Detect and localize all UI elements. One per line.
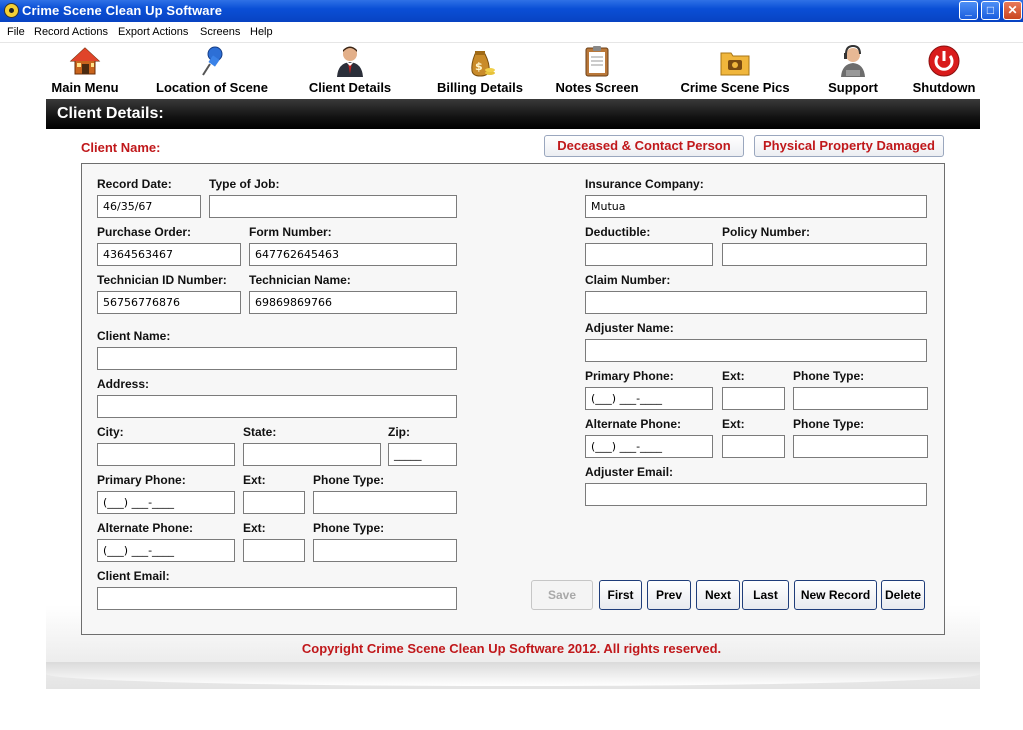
content-shadow [46, 662, 980, 686]
city-label: City: [97, 425, 124, 439]
toolbar-label: Location of Scene [156, 80, 268, 95]
primary-phone-type-input[interactable] [313, 491, 457, 514]
camera-folder-icon [718, 44, 752, 78]
toolbar-crime-scene-pics[interactable] [678, 44, 792, 95]
adjuster-alternate-type-label: Phone Type: [793, 417, 865, 431]
insurance-company-label: Insurance Company: [585, 177, 704, 191]
toolbar-label: Shutdown [912, 80, 976, 95]
technician-name-label: Technician Name: [249, 273, 351, 287]
type-of-job-input[interactable] [209, 195, 457, 218]
page-title: Client Details: [57, 105, 164, 122]
first-record-button[interactable]: First [599, 580, 642, 610]
alternate-phone-type-input[interactable] [313, 539, 457, 562]
toolbar-label: Crime Scene Pics [680, 80, 790, 95]
toolbar-main-menu[interactable] [50, 44, 120, 95]
adjuster-email-input[interactable] [585, 483, 927, 506]
technician-id-input[interactable]: 56756776876 [97, 291, 241, 314]
deductible-input[interactable] [585, 243, 713, 266]
alternate-ext-label: Ext: [243, 521, 266, 535]
purchase-order-label: Purchase Order: [97, 225, 192, 239]
section-header [46, 99, 980, 129]
adjuster-primary-ext-label: Ext: [722, 369, 745, 383]
adjuster-alternate-type-input[interactable] [793, 435, 928, 458]
adjuster-primary-phone-input[interactable]: (___) ___-____ [585, 387, 713, 410]
menu-help[interactable]: Help [250, 26, 273, 38]
adjuster-primary-type-input[interactable] [793, 387, 928, 410]
alternate-ext-input[interactable] [243, 539, 305, 562]
client-email-label: Client Email: [97, 569, 170, 583]
menu-record-actions[interactable]: Record Actions [34, 26, 108, 38]
toolbar-label: Support [828, 80, 878, 95]
prev-record-button[interactable]: Prev [647, 580, 691, 610]
toolbar-label: Notes Screen [555, 80, 639, 95]
window-title: Crime Scene Clean Up Software [22, 3, 223, 18]
adjuster-name-input[interactable] [585, 339, 927, 362]
address-input[interactable] [97, 395, 457, 418]
state-input[interactable] [243, 443, 381, 466]
pushpin-icon [195, 44, 229, 78]
toolbar-label: Client Details [308, 80, 392, 95]
purchase-order-input[interactable]: 4364563467 [97, 243, 241, 266]
alternate-phone-label: Alternate Phone: [97, 521, 194, 535]
next-record-button[interactable]: Next [696, 580, 740, 610]
person-suit-icon [333, 44, 367, 78]
form-number-input[interactable]: 647762645463 [249, 243, 457, 266]
address-label: Address: [97, 377, 150, 391]
adjuster-alternate-phone-label: Alternate Phone: [585, 417, 682, 431]
adjuster-primary-type-label: Phone Type: [793, 369, 865, 383]
client-name-heading: Client Name: [81, 140, 161, 155]
physical-property-damaged-button[interactable]: Physical Property Damaged [754, 135, 944, 157]
menu-screens[interactable]: Screens [200, 26, 241, 38]
primary-phone-input[interactable]: (___) ___-____ [97, 491, 235, 514]
technician-id-label: Technician ID Number: [97, 273, 227, 287]
alternate-phone-type-label: Phone Type: [313, 521, 385, 535]
state-label: State: [243, 425, 277, 439]
adjuster-primary-ext-input[interactable] [722, 387, 785, 410]
support-agent-icon [836, 44, 870, 78]
adjuster-email-label: Adjuster Email: [585, 465, 674, 479]
primary-ext-label: Ext: [243, 473, 266, 487]
toolbar-location-of-scene[interactable] [154, 44, 270, 95]
toolbar-shutdown[interactable] [910, 44, 978, 95]
record-date-label: Record Date: [97, 177, 172, 191]
zip-label: Zip: [388, 425, 410, 439]
house-icon [68, 44, 102, 78]
menu-file[interactable]: File [7, 26, 25, 38]
claim-number-input[interactable] [585, 291, 927, 314]
clipboard-icon [580, 44, 614, 78]
adjuster-alternate-ext-input[interactable] [722, 435, 785, 458]
primary-phone-label: Primary Phone: [97, 473, 186, 487]
primary-phone-type-label: Phone Type: [313, 473, 385, 487]
delete-record-button[interactable]: Delete [881, 580, 925, 610]
last-record-button[interactable]: Last [742, 580, 789, 610]
city-input[interactable] [97, 443, 235, 466]
insurance-company-input[interactable]: Mutua [585, 195, 927, 218]
form-number-label: Form Number: [249, 225, 332, 239]
policy-number-input[interactable] [722, 243, 927, 266]
menu-bar [0, 22, 1023, 43]
title-bar [0, 0, 1023, 22]
technician-name-input[interactable]: 69869869766 [249, 291, 457, 314]
toolbar-notes-screen[interactable] [554, 44, 640, 95]
minimize-button[interactable]: _ [959, 1, 978, 20]
money-bag-icon [463, 44, 497, 78]
toolbar-client-details[interactable] [306, 44, 394, 95]
power-icon [927, 44, 961, 78]
type-of-job-label: Type of Job: [209, 177, 280, 191]
client-name-input[interactable] [97, 347, 457, 370]
menu-export-actions[interactable]: Export Actions [118, 26, 189, 38]
policy-number-label: Policy Number: [722, 225, 811, 239]
close-button[interactable]: ✕ [1003, 1, 1022, 20]
alternate-phone-input[interactable]: (___) ___-____ [97, 539, 235, 562]
svg-text:$: $ [475, 60, 483, 73]
maximize-button[interactable]: □ [981, 1, 1000, 20]
zip-input[interactable]: _____ [388, 443, 457, 466]
adjuster-primary-phone-label: Primary Phone: [585, 369, 674, 383]
record-date-input[interactable]: 46/35/67 [97, 195, 201, 218]
client-name-label: Client Name: [97, 329, 171, 343]
new-record-button[interactable]: New Record [794, 580, 877, 610]
toolbar-billing-details[interactable] [435, 44, 525, 95]
toolbar-label: Billing Details [437, 80, 523, 95]
client-email-input[interactable] [97, 587, 457, 610]
save-button[interactable]: Save [531, 580, 593, 610]
claim-number-label: Claim Number: [585, 273, 671, 287]
adjuster-name-label: Adjuster Name: [585, 321, 674, 335]
adjuster-alternate-phone-input[interactable]: (___) ___-____ [585, 435, 713, 458]
toolbar-label: Main Menu [51, 80, 119, 95]
deductible-label: Deductible: [585, 225, 651, 239]
adjuster-alternate-ext-label: Ext: [722, 417, 745, 431]
app-icon [4, 3, 19, 18]
primary-ext-input[interactable] [243, 491, 305, 514]
toolbar-support[interactable] [822, 44, 884, 95]
deceased-contact-person-button[interactable]: Deceased & Contact Person [544, 135, 744, 157]
copyright-text: Copyright Crime Scene Clean Up Software 2012. All rights reserved. [301, 641, 722, 656]
